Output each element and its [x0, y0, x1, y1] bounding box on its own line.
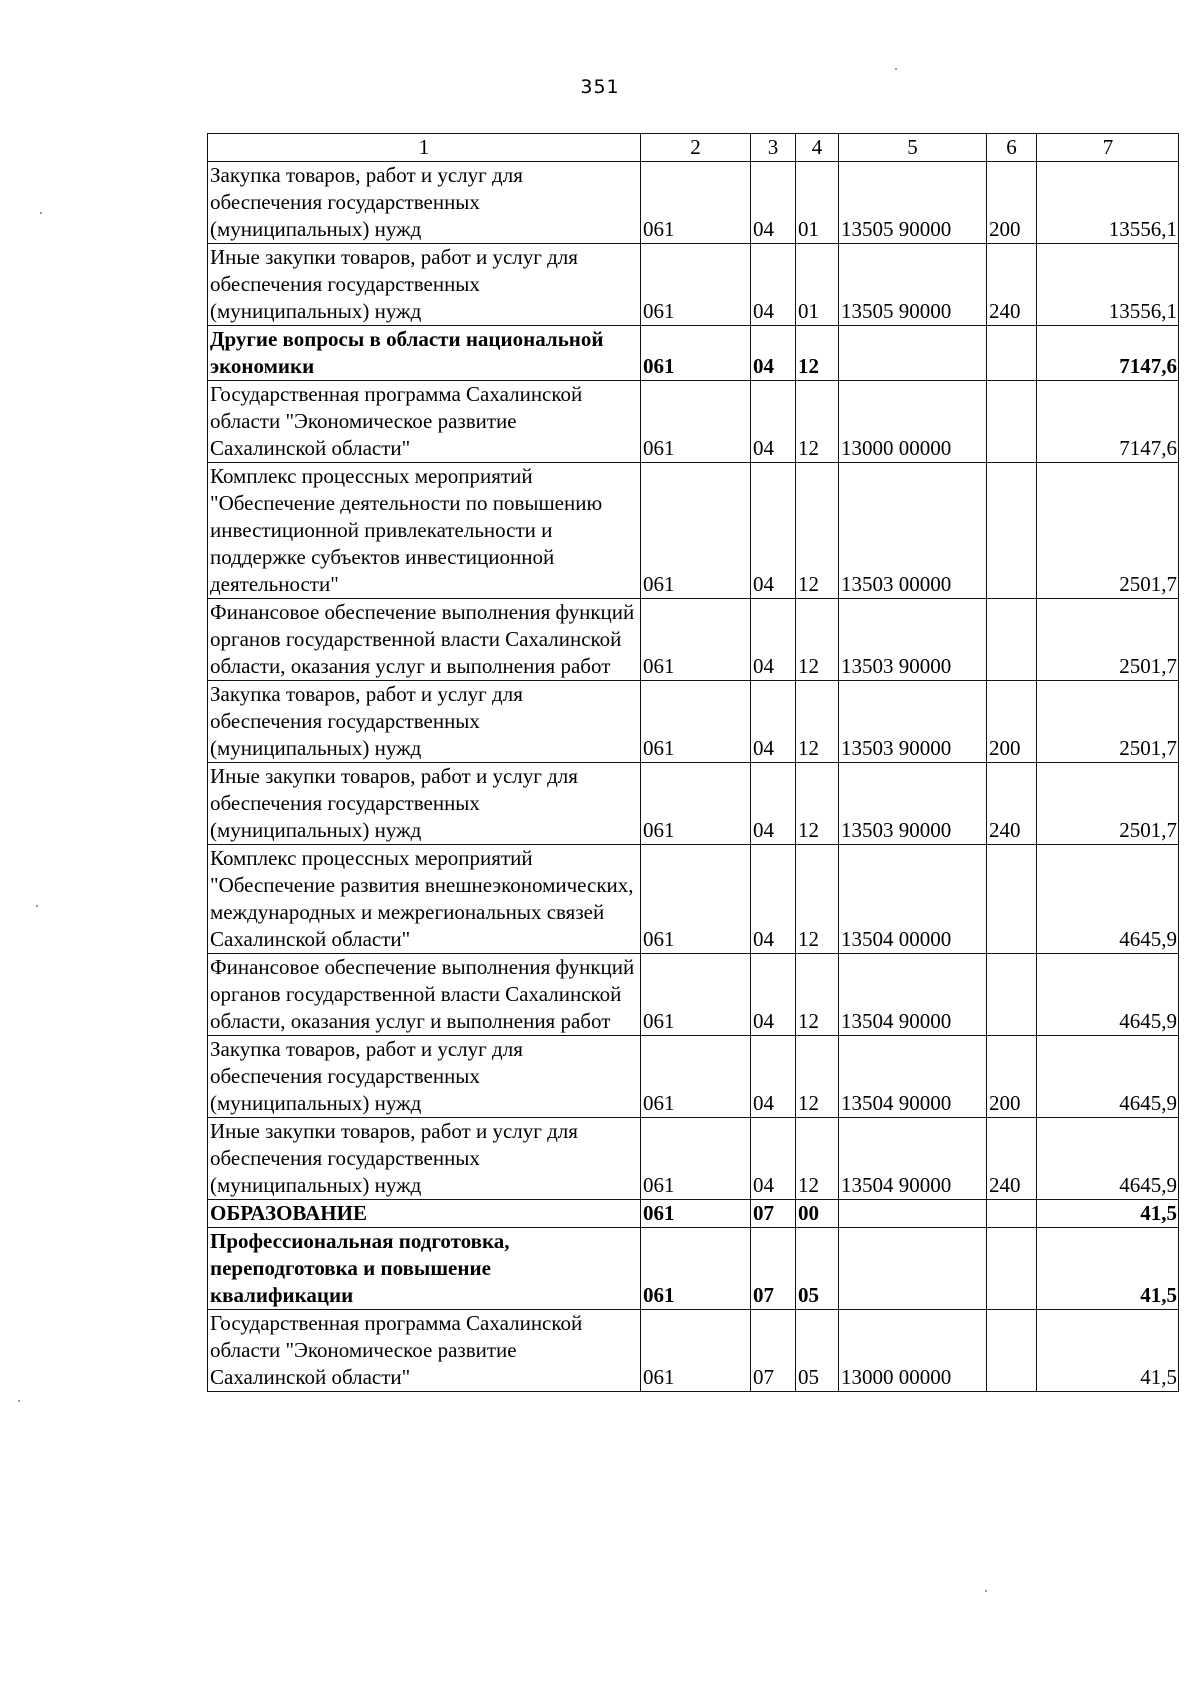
code-cell-5: 13505 90000: [839, 244, 987, 326]
code-cell-5: 13504 00000: [839, 845, 987, 954]
amount-cell: 41,5: [1037, 1310, 1179, 1392]
code-cell-2: 061: [641, 326, 751, 381]
amount-cell: 13556,1: [1037, 244, 1179, 326]
scan-speck: [18, 1400, 20, 1402]
table-header-row: [208, 134, 1179, 162]
code-cell-2: 061: [641, 1118, 751, 1200]
code-cell-4: 05: [796, 1228, 839, 1310]
code-cell-6: 200: [987, 1036, 1037, 1118]
code-cell-5: [839, 1200, 987, 1228]
scan-speck: [895, 68, 897, 70]
code-cell-5: 13504 90000: [839, 1118, 987, 1200]
code-cell-6: 240: [987, 763, 1037, 845]
amount-cell: 4645,9: [1037, 1036, 1179, 1118]
code-cell-4: 12: [796, 599, 839, 681]
amount-cell: 4645,9: [1037, 845, 1179, 954]
scan-speck: [985, 1590, 987, 1592]
row-title: Профессиональная подготовка, переподготовка и повышение квалификации: [208, 1228, 641, 1310]
code-cell-4: 12: [796, 381, 839, 463]
amount-cell: 2501,7: [1037, 763, 1179, 845]
code-cell-5: 13503 90000: [839, 599, 987, 681]
code-cell-4: 12: [796, 1118, 839, 1200]
amount-cell: 7147,6: [1037, 381, 1179, 463]
code-cell-2: 061: [641, 381, 751, 463]
row-title: Закупка товаров, работ и услуг для обеспечения государственных (муниципальных) нужд: [208, 162, 641, 244]
code-cell-2: 061: [641, 599, 751, 681]
code-cell-4: 12: [796, 326, 839, 381]
code-cell-2: 061: [641, 1200, 751, 1228]
column-header: 4: [796, 134, 839, 162]
row-title: Государственная программа Сахалинской области "Экономическое развитие Сахалинской области": [208, 1310, 641, 1392]
code-cell-5: 13000 00000: [839, 381, 987, 463]
code-cell-2: 061: [641, 463, 751, 599]
code-cell-6: [987, 845, 1037, 954]
code-cell-6: [987, 381, 1037, 463]
code-cell-3: 04: [751, 381, 796, 463]
column-header: 5: [839, 134, 987, 162]
code-cell-4: 12: [796, 1036, 839, 1118]
amount-cell: 2501,7: [1037, 599, 1179, 681]
table-row: [208, 1310, 1179, 1392]
amount-cell: 4645,9: [1037, 954, 1179, 1036]
table-row: [208, 1228, 1179, 1310]
code-cell-5: 13503 90000: [839, 763, 987, 845]
table-row: [208, 381, 1179, 463]
code-cell-2: 061: [641, 845, 751, 954]
code-cell-5: [839, 326, 987, 381]
code-cell-5: 13503 00000: [839, 463, 987, 599]
code-cell-4: 12: [796, 763, 839, 845]
code-cell-2: 061: [641, 1036, 751, 1118]
page-number: 351: [580, 76, 620, 98]
code-cell-3: 04: [751, 326, 796, 381]
code-cell-3: 04: [751, 681, 796, 763]
code-cell-5: 13504 90000: [839, 954, 987, 1036]
code-cell-4: 12: [796, 845, 839, 954]
code-cell-3: 04: [751, 1036, 796, 1118]
amount-cell: 7147,6: [1037, 326, 1179, 381]
code-cell-2: 061: [641, 763, 751, 845]
row-title: Государственная программа Сахалинской области "Экономическое развитие Сахалинской области": [208, 381, 641, 463]
table-row: [208, 463, 1179, 599]
column-header: 1: [208, 134, 641, 162]
amount-cell: 13556,1: [1037, 162, 1179, 244]
code-cell-2: 061: [641, 681, 751, 763]
code-cell-2: 061: [641, 954, 751, 1036]
table-row: [208, 763, 1179, 845]
table-row: [208, 845, 1179, 954]
budget-table: [207, 133, 1179, 1392]
code-cell-5: 13504 90000: [839, 1036, 987, 1118]
amount-cell: 41,5: [1037, 1200, 1179, 1228]
code-cell-3: 04: [751, 763, 796, 845]
code-cell-6: [987, 326, 1037, 381]
row-title: ОБРАЗОВАНИЕ: [208, 1200, 641, 1228]
code-cell-2: 061: [641, 1228, 751, 1310]
code-cell-3: 07: [751, 1200, 796, 1228]
code-cell-3: 04: [751, 244, 796, 326]
code-cell-3: 04: [751, 845, 796, 954]
code-cell-6: [987, 1200, 1037, 1228]
row-title: Иные закупки товаров, работ и услуг для обеспечения государственных (муниципальных) нужд: [208, 763, 641, 845]
table-row: [208, 162, 1179, 244]
column-header: 3: [751, 134, 796, 162]
table-row: [208, 1118, 1179, 1200]
code-cell-3: 04: [751, 954, 796, 1036]
code-cell-5: 13505 90000: [839, 162, 987, 244]
row-title: Комплекс процессных мероприятий "Обеспечение деятельности по повышению инвестиционной привлекательности и поддержке субъектов инвестиционной деятельности": [208, 463, 641, 599]
amount-cell: 4645,9: [1037, 1118, 1179, 1200]
row-title: Финансовое обеспечение выполнения функций органов государственной власти Сахалинской области, оказания услуг и выполнения работ: [208, 599, 641, 681]
amount-cell: 41,5: [1037, 1228, 1179, 1310]
code-cell-6: [987, 1228, 1037, 1310]
code-cell-5: 13000 00000: [839, 1310, 987, 1392]
table-body: [208, 134, 1179, 1392]
code-cell-4: 00: [796, 1200, 839, 1228]
code-cell-6: 240: [987, 244, 1037, 326]
table-row: [208, 1036, 1179, 1118]
row-title: Комплекс процессных мероприятий "Обеспечение развития внешнеэкономических, международных и межрегиональных связей Сахалинской области": [208, 845, 641, 954]
code-cell-4: 05: [796, 1310, 839, 1392]
code-cell-6: [987, 1310, 1037, 1392]
table-row: [208, 326, 1179, 381]
code-cell-4: 12: [796, 681, 839, 763]
code-cell-4: 01: [796, 162, 839, 244]
column-header: 7: [1037, 134, 1179, 162]
code-cell-6: 240: [987, 1118, 1037, 1200]
table-row: [208, 954, 1179, 1036]
code-cell-6: [987, 954, 1037, 1036]
code-cell-4: 12: [796, 954, 839, 1036]
code-cell-5: [839, 1228, 987, 1310]
row-title: Закупка товаров, работ и услуг для обеспечения государственных (муниципальных) нужд: [208, 1036, 641, 1118]
row-title: Другие вопросы в области национальной экономики: [208, 326, 641, 381]
code-cell-5: 13503 90000: [839, 681, 987, 763]
scan-speck: [36, 905, 38, 907]
code-cell-3: 04: [751, 1118, 796, 1200]
row-title: Закупка товаров, работ и услуг для обеспечения государственных (муниципальных) нужд: [208, 681, 641, 763]
code-cell-4: 01: [796, 244, 839, 326]
amount-cell: 2501,7: [1037, 681, 1179, 763]
table-row: [208, 1200, 1179, 1228]
code-cell-6: 200: [987, 162, 1037, 244]
code-cell-6: [987, 599, 1037, 681]
column-header: 6: [987, 134, 1037, 162]
code-cell-2: 061: [641, 244, 751, 326]
table-row: [208, 599, 1179, 681]
code-cell-3: 04: [751, 599, 796, 681]
code-cell-3: 07: [751, 1310, 796, 1392]
code-cell-3: 04: [751, 463, 796, 599]
code-cell-6: [987, 463, 1037, 599]
code-cell-2: 061: [641, 162, 751, 244]
row-title: Иные закупки товаров, работ и услуг для обеспечения государственных (муниципальных) нужд: [208, 1118, 641, 1200]
code-cell-4: 12: [796, 463, 839, 599]
code-cell-6: 200: [987, 681, 1037, 763]
table-row: [208, 244, 1179, 326]
row-title: Финансовое обеспечение выполнения функций органов государственной власти Сахалинской области, оказания услуг и выполнения работ: [208, 954, 641, 1036]
code-cell-3: 04: [751, 162, 796, 244]
scan-speck: [40, 212, 42, 214]
code-cell-3: 07: [751, 1228, 796, 1310]
row-title: Иные закупки товаров, работ и услуг для обеспечения государственных (муниципальных) нужд: [208, 244, 641, 326]
code-cell-2: 061: [641, 1310, 751, 1392]
amount-cell: 2501,7: [1037, 463, 1179, 599]
column-header: 2: [641, 134, 751, 162]
table-row: [208, 681, 1179, 763]
